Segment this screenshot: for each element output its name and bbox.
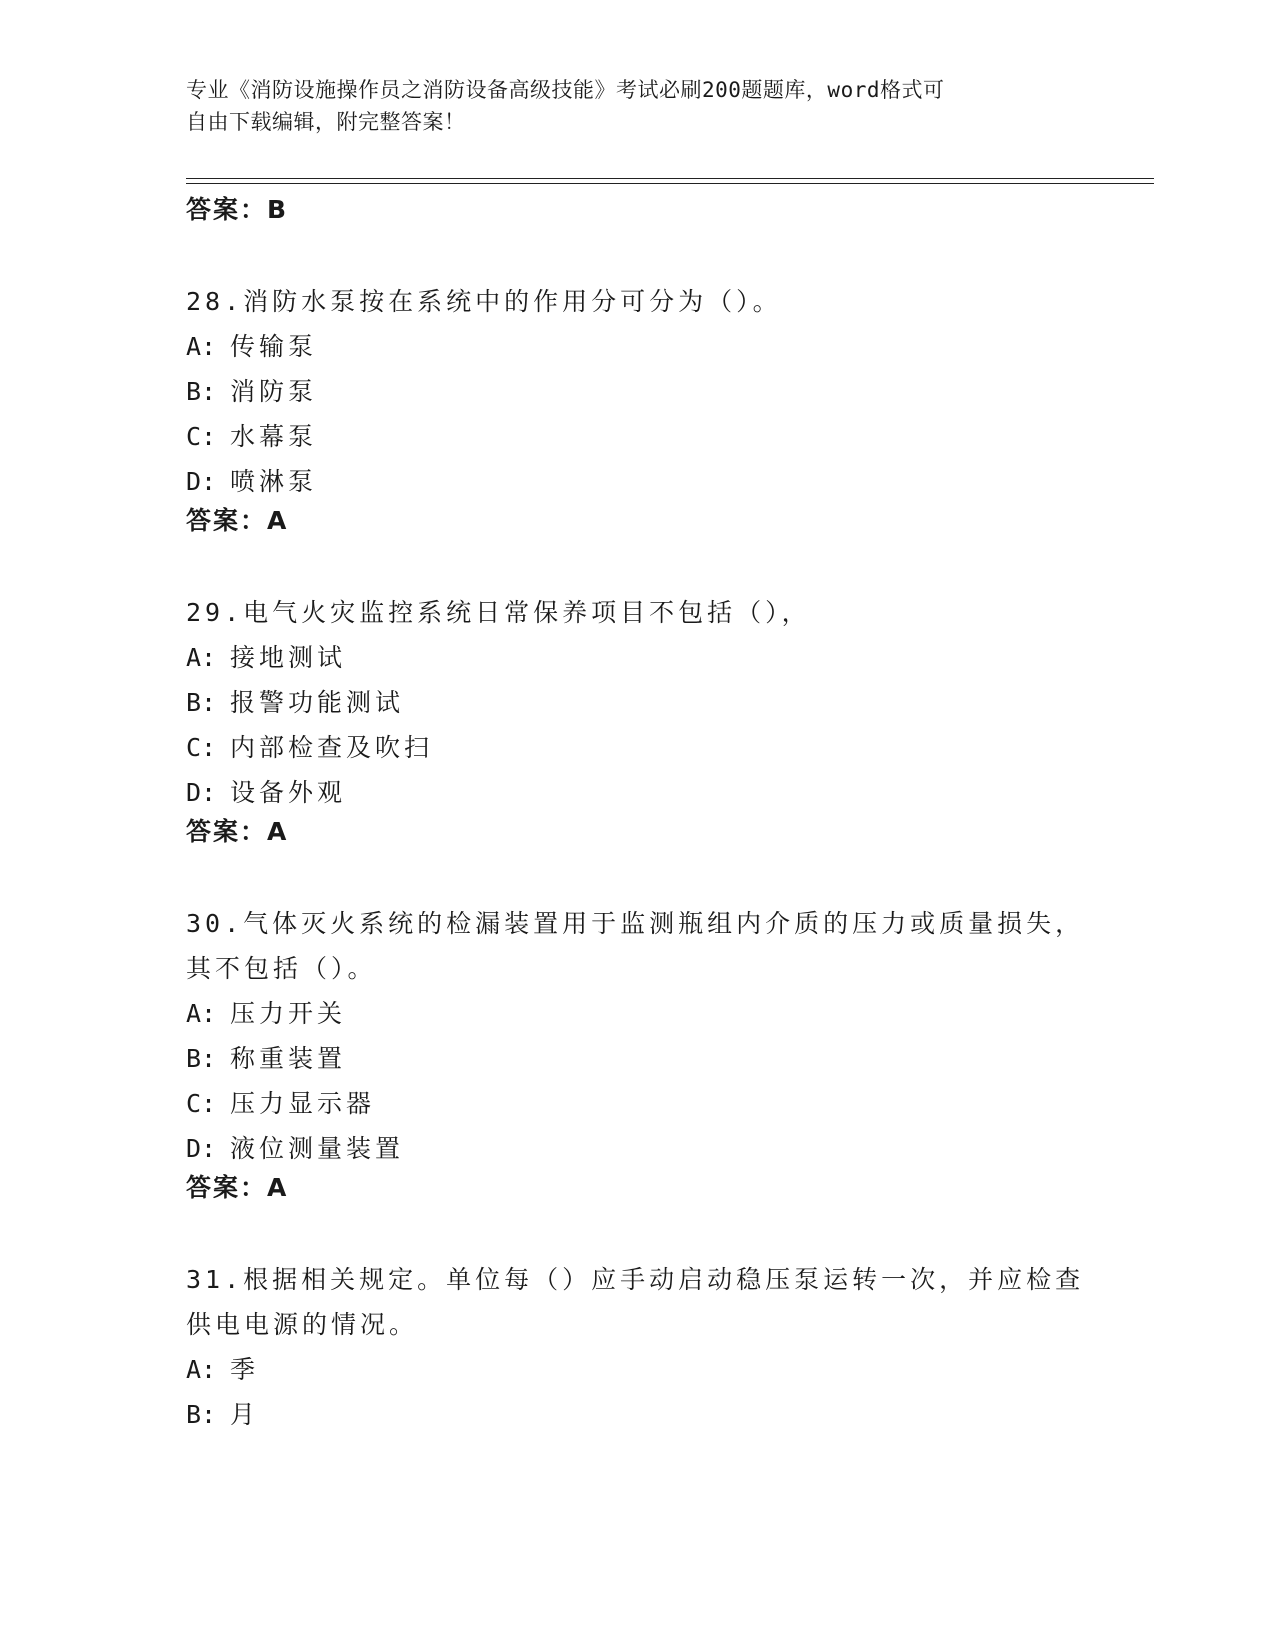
option-c: C: 压力显示器	[186, 1089, 376, 1118]
question-31	[186, 1257, 1086, 1437]
header-line-1: 专业《消防设施操作员之消防设备高级技能》考试必刷200题题库，word格式可	[186, 78, 945, 102]
answer: 答案：A	[186, 817, 289, 846]
header-line-2: 自由下载编辑，附完整答案！	[186, 110, 466, 134]
option-b: B: 称重装置	[186, 1044, 347, 1073]
answer: 答案：A	[186, 506, 289, 535]
option-b: B: 月	[186, 1400, 260, 1429]
option-a: A: 接地测试	[186, 643, 347, 672]
header-divider-bottom	[186, 183, 1154, 184]
option-b: B: 消防泵	[186, 377, 318, 406]
previous-answer: 答案：B	[186, 195, 289, 224]
document-header	[186, 74, 1066, 138]
question-29	[186, 590, 1086, 849]
question-text-continued: 其不包括（）。	[186, 954, 377, 983]
question-28	[186, 279, 1086, 538]
question-text: 29.电气火灾监控系统日常保养项目不包括（），	[186, 598, 811, 627]
option-d: D: 设备外观	[186, 778, 347, 807]
option-a: A: 压力开关	[186, 999, 347, 1028]
question-text: 28.消防水泵按在系统中的作用分可分为（）。	[186, 287, 782, 316]
question-30	[186, 901, 1086, 1205]
question-text: 31.根据相关规定。单位每（）应手动启动稳压泵运转一次，并应检查	[186, 1265, 1085, 1294]
option-a: A: 传输泵	[186, 332, 318, 361]
answer: 答案：A	[186, 1173, 289, 1202]
option-c: C: 水幕泵	[186, 422, 318, 451]
question-list	[186, 193, 1086, 1489]
option-a: A: 季	[186, 1355, 260, 1384]
question-text: 30.气体灭火系统的检漏装置用于监测瓶组内介质的压力或质量损失，	[186, 909, 1085, 938]
header-divider-top	[186, 178, 1154, 179]
option-d: D: 喷淋泵	[186, 467, 318, 496]
option-d: D: 液位测量装置	[186, 1134, 405, 1163]
question-text-continued: 供电电源的情况。	[186, 1310, 419, 1339]
option-c: C: 内部检查及吹扫	[186, 733, 434, 762]
option-b: B: 报警功能测试	[186, 688, 405, 717]
